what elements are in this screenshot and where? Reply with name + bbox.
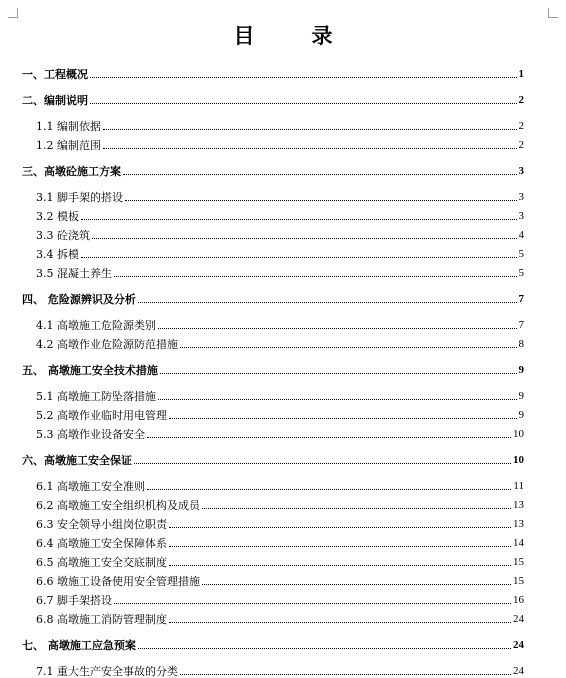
toc-entry-label: 3.5 混凝土养生 bbox=[36, 267, 112, 280]
toc-page-number: 24 bbox=[513, 613, 524, 625]
dot-leader bbox=[169, 546, 511, 547]
toc-section-entry[interactable] bbox=[22, 659, 524, 678]
dot-leader bbox=[169, 565, 511, 566]
toc-page-number: 2 bbox=[518, 139, 524, 151]
dot-leader bbox=[180, 347, 517, 348]
toc-chapter-entry[interactable] bbox=[22, 358, 524, 377]
toc-page-number: 7 bbox=[518, 319, 524, 331]
toc-section-entry[interactable] bbox=[22, 204, 524, 223]
toc-page-number: 3 bbox=[518, 191, 524, 203]
toc-page-number: 3 bbox=[518, 210, 524, 222]
toc-page-number: 24 bbox=[513, 639, 524, 651]
toc-entry-label: 6.8 高墩施工消防管理制度 bbox=[36, 613, 167, 626]
dot-leader bbox=[103, 148, 517, 149]
toc-chapter-entry[interactable] bbox=[22, 448, 524, 467]
toc-entry-label: 6.6 墩施工设备使用安全管理措施 bbox=[36, 575, 200, 588]
page-corner-mark-right bbox=[548, 8, 558, 18]
dot-leader bbox=[138, 302, 517, 303]
toc-entry-label: 3.1 脚手架的搭设 bbox=[36, 191, 123, 204]
toc-entry-label: 7.1 重大生产安全事故的分类 bbox=[36, 665, 178, 678]
toc-section-entry[interactable] bbox=[22, 550, 524, 569]
toc-entry-label: 4.1 高墩施工危险源类别 bbox=[36, 319, 156, 332]
page-corner-mark-left bbox=[8, 8, 18, 18]
toc-section-entry[interactable] bbox=[22, 422, 524, 441]
toc-section-entry[interactable] bbox=[22, 242, 524, 261]
toc-entry-label: 3.3 砼浇筑 bbox=[36, 229, 90, 242]
toc-chapter-entry[interactable] bbox=[22, 62, 524, 81]
toc-page-number: 9 bbox=[518, 364, 524, 376]
dot-leader bbox=[147, 489, 511, 490]
toc-entry-label: 6.3 安全领导小组岗位职责 bbox=[36, 518, 167, 531]
toc-page-number: 15 bbox=[513, 575, 524, 587]
toc-section-entry[interactable] bbox=[22, 133, 524, 152]
toc-page-number: 8 bbox=[518, 338, 524, 350]
toc-section-entry[interactable] bbox=[22, 185, 524, 204]
toc-section-entry[interactable] bbox=[22, 493, 524, 512]
toc-entry-label: 6.4 高墩施工安全保障体系 bbox=[36, 537, 167, 550]
toc-page-number: 14 bbox=[513, 537, 524, 549]
toc-page-number: 7 bbox=[518, 293, 524, 305]
toc-section-entry[interactable] bbox=[22, 261, 524, 280]
dot-leader bbox=[90, 103, 517, 104]
toc-section-entry[interactable] bbox=[22, 313, 524, 332]
toc-chapter-entry[interactable] bbox=[22, 287, 524, 306]
toc-entry-label: 一、工程概况 bbox=[22, 68, 88, 81]
dot-leader bbox=[92, 238, 517, 239]
toc-page-number: 24 bbox=[513, 665, 524, 677]
toc-page-number: 3 bbox=[518, 165, 524, 177]
toc-page-number: 16 bbox=[513, 594, 524, 606]
toc-section-entry[interactable] bbox=[22, 512, 524, 531]
dot-leader bbox=[123, 174, 517, 175]
toc-entry-label: 5.3 高墩作业设备安全 bbox=[36, 428, 145, 441]
toc-page-number: 5 bbox=[518, 248, 524, 260]
toc-entry-label: 四、 危险源辨识及分析 bbox=[22, 293, 136, 306]
toc-entry-label: 4.2 高墩作业危险源防范措施 bbox=[36, 338, 178, 351]
toc-page-number: 13 bbox=[513, 518, 524, 530]
toc-entry-label: 6.5 高墩施工安全交底制度 bbox=[36, 556, 167, 569]
dot-leader bbox=[202, 584, 511, 585]
toc-entry-label: 七、 高墩施工应急预案 bbox=[22, 639, 136, 652]
toc-entry-label: 1.2 编制范围 bbox=[36, 139, 101, 152]
dot-leader bbox=[158, 399, 517, 400]
toc-page-number: 1 bbox=[518, 68, 524, 80]
dot-leader bbox=[81, 219, 517, 220]
toc-entry-label: 五、 高墩施工安全技术措施 bbox=[22, 364, 158, 377]
toc-page-number: 15 bbox=[513, 556, 524, 568]
toc-section-entry[interactable] bbox=[22, 403, 524, 422]
toc-section-entry[interactable] bbox=[22, 588, 524, 607]
dot-leader bbox=[90, 77, 517, 78]
toc-section-entry[interactable] bbox=[22, 332, 524, 351]
toc-section-entry[interactable] bbox=[22, 531, 524, 550]
toc-entry-label: 6.2 高墩施工安全组织机构及成员 bbox=[36, 499, 200, 512]
toc-page-number: 4 bbox=[518, 229, 524, 241]
toc-section-entry[interactable] bbox=[22, 384, 524, 403]
dot-leader bbox=[125, 200, 517, 201]
table-of-contents bbox=[22, 62, 524, 678]
toc-chapter-entry[interactable] bbox=[22, 633, 524, 652]
toc-section-entry[interactable] bbox=[22, 607, 524, 626]
dot-leader bbox=[202, 508, 511, 509]
toc-entry-label: 5.2 高墩作业临时用电管理 bbox=[36, 409, 167, 422]
dot-leader bbox=[169, 527, 511, 528]
toc-entry-label: 3.2 模板 bbox=[36, 210, 79, 223]
dot-leader bbox=[103, 129, 517, 130]
toc-chapter-entry[interactable] bbox=[22, 88, 524, 107]
dot-leader bbox=[114, 603, 511, 604]
toc-section-entry[interactable] bbox=[22, 474, 524, 493]
dot-leader bbox=[169, 418, 517, 419]
toc-page-number: 2 bbox=[518, 120, 524, 132]
toc-entry-label: 6.1 高墩施工安全准则 bbox=[36, 480, 145, 493]
toc-section-entry[interactable] bbox=[22, 114, 524, 133]
toc-entry-label: 1.1 编制依据 bbox=[36, 120, 101, 133]
dot-leader bbox=[134, 463, 511, 464]
toc-section-entry[interactable] bbox=[22, 223, 524, 242]
toc-section-entry[interactable] bbox=[22, 569, 524, 588]
toc-entry-label: 3.4 拆模 bbox=[36, 248, 79, 261]
toc-entry-label: 6.7 脚手架搭设 bbox=[36, 594, 112, 607]
dot-leader bbox=[158, 328, 517, 329]
toc-page-number: 13 bbox=[513, 499, 524, 511]
toc-chapter-entry[interactable] bbox=[22, 159, 524, 178]
toc-page-number: 9 bbox=[518, 409, 524, 421]
toc-entry-label: 5.1 高墩施工防坠落措施 bbox=[36, 390, 156, 403]
toc-page-number: 5 bbox=[518, 267, 524, 279]
document-title: 目 录 bbox=[233, 23, 351, 48]
dot-leader bbox=[81, 257, 517, 258]
toc-page-number: 10 bbox=[513, 428, 524, 440]
toc-page-number: 9 bbox=[518, 390, 524, 402]
dot-leader bbox=[114, 276, 517, 277]
toc-page-number: 2 bbox=[518, 94, 524, 106]
dot-leader bbox=[160, 373, 517, 374]
dot-leader bbox=[147, 437, 511, 438]
toc-page-number: 11 bbox=[513, 480, 524, 492]
toc-page-number: 10 bbox=[513, 454, 524, 466]
toc-entry-label: 三、高墩砼施工方案 bbox=[22, 165, 121, 178]
dot-leader bbox=[138, 648, 511, 649]
toc-entry-label: 二、编制说明 bbox=[22, 94, 88, 107]
dot-leader bbox=[169, 622, 511, 623]
dot-leader bbox=[180, 674, 511, 675]
toc-entry-label: 六、高墩施工安全保证 bbox=[22, 454, 132, 467]
